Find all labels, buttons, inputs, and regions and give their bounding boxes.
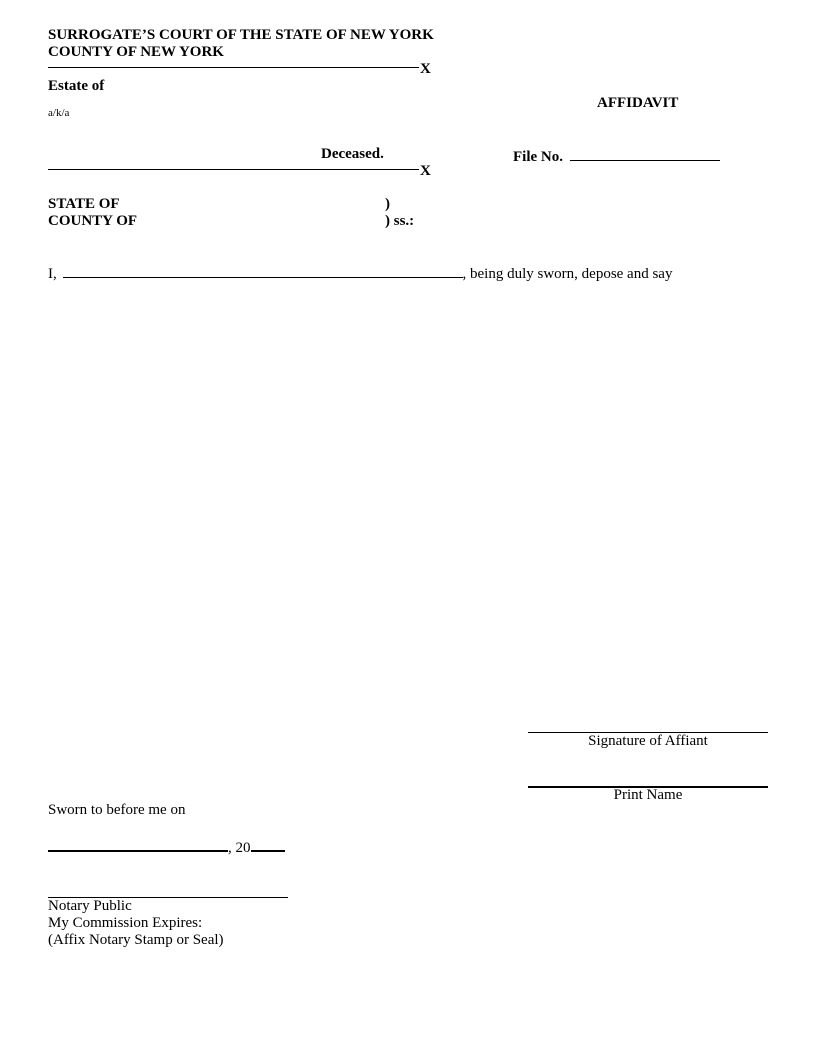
venue-paren-top: ) [385, 196, 390, 212]
deceased-label: Deceased. [321, 146, 384, 162]
sworn-year-field[interactable] [251, 836, 285, 852]
caption-bottom-rule [48, 169, 419, 170]
intro-prefix: I, [48, 266, 57, 282]
notary-stamp-label: (Affix Notary Stamp or Seal) [48, 932, 224, 948]
print-name-label: Print Name [613, 787, 683, 803]
estate-of-label: Estate of [48, 78, 105, 94]
caption-top-x: X [420, 61, 431, 77]
signature-label: Signature of Affiant [588, 733, 708, 749]
aka-label: a/k/a [48, 107, 70, 119]
file-no-row [513, 146, 720, 166]
sworn-date-field[interactable] [48, 836, 228, 852]
intro-suffix: , being duly sworn, depose and say [462, 266, 673, 282]
commission-expires-label: My Commission Expires: [48, 915, 203, 931]
year-prefix: , 20 [228, 840, 251, 856]
file-no-field[interactable] [570, 146, 720, 161]
affiant-name-field[interactable] [63, 263, 463, 278]
court-name-line1: SURROGATE’S COURT OF THE STATE OF NEW YORK [48, 27, 434, 43]
county-of-label: COUNTY OF [48, 213, 138, 229]
file-no-label: File No. [513, 149, 563, 165]
caption-bottom-x: X [420, 163, 431, 179]
statement-body[interactable] [48, 290, 768, 710]
caption-top-rule [48, 67, 419, 68]
state-of-label: STATE OF [48, 196, 120, 212]
notary-public-label: Notary Public [48, 898, 132, 914]
court-name-line2: COUNTY OF NEW YORK [48, 44, 224, 60]
sworn-date-row [48, 836, 285, 857]
venue-ss: ) ss.: [385, 213, 415, 229]
document-title: AFFIDAVIT [597, 95, 679, 111]
intro-sentence [48, 263, 672, 283]
sworn-label: Sworn to before me on [48, 802, 186, 818]
